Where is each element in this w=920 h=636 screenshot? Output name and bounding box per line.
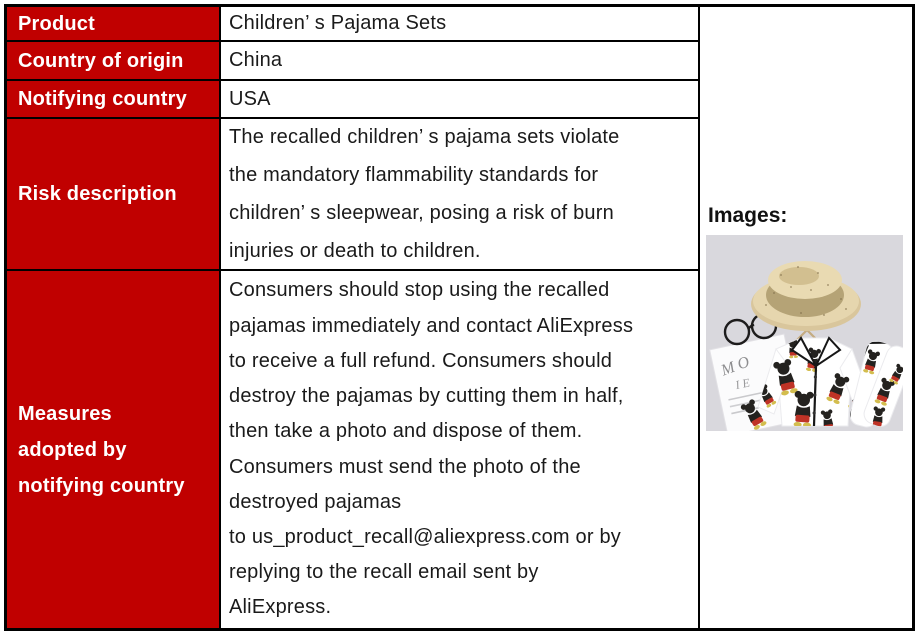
label-product: Product [18, 12, 95, 35]
measures-line: destroyed pajamas [229, 490, 402, 513]
svg-text:I E: I E [734, 375, 752, 393]
label-cell-risk-description [7, 119, 221, 271]
images-panel [700, 7, 912, 628]
measures-line: to receive a full refund. Consumers should [229, 349, 613, 372]
risk-description-line: The recalled children’ s pajama sets violate [229, 126, 620, 148]
risk-description-line: children’ s sleepwear, posing a risk of burn [229, 202, 614, 224]
measures-line: destroy the pajamas by cutting them in half, [229, 385, 624, 408]
recall-notice-table [4, 4, 915, 631]
label-country-of-origin: Country of origin [18, 49, 184, 72]
value-cell-product [221, 7, 700, 42]
measures-line: then take a photo and dispose of them. [229, 420, 583, 443]
svg-text:M O: M O [718, 353, 752, 380]
risk-description-line: injuries or death to children. [229, 240, 481, 262]
value-product: Children’ s Pajama Sets [229, 12, 447, 34]
measures-line: replying to the recall email sent by [229, 561, 539, 584]
product-photo [706, 235, 903, 431]
label-cell-measures [7, 271, 221, 628]
value-cell-measures [221, 271, 700, 628]
value-cell-notifying-country [221, 81, 700, 119]
label-cell-product [7, 7, 221, 42]
value-cell-country-of-origin [221, 42, 700, 81]
measures-line: Consumers should stop using the recalled [229, 279, 610, 302]
label-cell-notifying-country [7, 81, 221, 119]
measures-line: Consumers must send the photo of the [229, 455, 581, 478]
label-cell-country-of-origin [7, 42, 221, 81]
value-cell-risk-description [221, 119, 700, 271]
risk-description-line: the mandatory flammability standards for [229, 164, 599, 186]
measures-line: AliExpress. [229, 596, 332, 619]
label-measures-line: Measures [18, 402, 112, 425]
images-label: Images: [708, 204, 788, 227]
value-country-of-origin: China [229, 49, 283, 71]
measures-line: to us_product_recall@aliexpress.com or by [229, 525, 622, 548]
measures-line: pajamas immediately and contact AliExpress [229, 314, 634, 337]
label-measures-line: notifying country [18, 474, 185, 497]
label-notifying-country: Notifying country [18, 88, 187, 110]
value-notifying-country: USA [229, 87, 271, 110]
label-risk-description: Risk description [18, 183, 177, 205]
label-measures-line: adopted by [18, 438, 127, 461]
